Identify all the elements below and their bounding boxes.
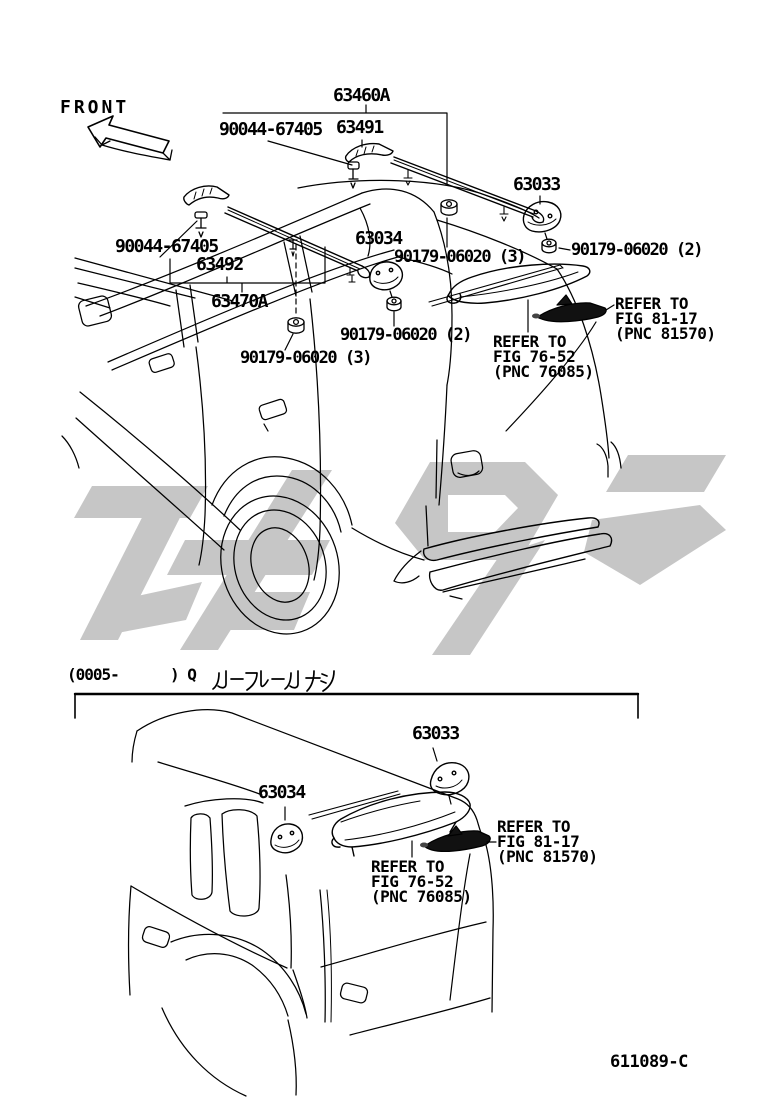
end-cap-63033-bottom [430, 763, 468, 795]
refer-note-lamp-bottom [497, 819, 597, 864]
part-label-63491: 63491 [336, 117, 383, 138]
clip-90044-right [348, 162, 359, 188]
refer-line: REFER TO [493, 332, 567, 351]
part-label-90179-2-left: 90179-06020 (2) [340, 325, 472, 345]
variant-code: (0005- [67, 665, 119, 684]
section-bracket [75, 694, 638, 718]
nut-90179-rail-left [288, 318, 304, 333]
part-label-90179-3-lower: 90179-06020 (3) [240, 348, 372, 368]
refer-line: REFER TO [371, 857, 445, 876]
refer-line: (PNC 81570) [615, 324, 716, 343]
part-label-63033-bottom: 63033 [412, 723, 459, 744]
refer-note-lamp-top [615, 296, 715, 341]
refer-line: FIG 81-17 [497, 832, 580, 851]
part-label-63034-top: 63034 [355, 228, 402, 249]
stop-lamp-top [532, 295, 606, 322]
refer-line: (PNC 76085) [371, 887, 472, 906]
part-label-90044-upper: 90044-67405 [219, 119, 322, 140]
figure-number: 611089-C [610, 1052, 688, 1072]
part-label-63034-bottom: 63034 [258, 782, 305, 803]
kana-roof-rail-nashi [213, 671, 334, 691]
refer-line: FIG 81-17 [615, 309, 698, 328]
nut-90179-63033 [542, 239, 556, 253]
refer-line: REFER TO [615, 294, 689, 313]
refer-line: FIG 76-52 [493, 347, 576, 366]
part-label-63492: 63492 [196, 254, 243, 275]
part-label-90179-3-upper: 90179-06020 (3) [394, 247, 526, 267]
refer-line: (PNC 81570) [497, 847, 598, 866]
refer-note-spoiler-bottom [371, 859, 471, 904]
variant-grade: ) Q [170, 665, 196, 684]
end-cap-63033-top [523, 202, 560, 239]
part-label-90179-2-right: 90179-06020 (2) [571, 240, 703, 260]
refer-note-spoiler-top [493, 334, 593, 379]
part-label-63460a: 63460A [333, 85, 390, 106]
end-cap-63034-top [370, 262, 403, 297]
front-direction-arrow [88, 116, 172, 160]
clip-90044-left [195, 212, 207, 237]
refer-line: REFER TO [497, 817, 571, 836]
front-label: FRONT [60, 97, 130, 118]
nut-90179-63034 [387, 297, 401, 311]
nut-90179-rail-right [441, 200, 457, 215]
part-label-90044-left: 90044-67405 [115, 236, 218, 257]
part-label-63033-top: 63033 [513, 174, 560, 195]
refer-line: FIG 76-52 [371, 872, 454, 891]
end-cap-63034-bottom [271, 824, 303, 853]
refer-line: (PNC 76085) [493, 362, 594, 381]
watermark-logo [74, 455, 726, 655]
part-label-63470a: 63470A [211, 291, 268, 312]
